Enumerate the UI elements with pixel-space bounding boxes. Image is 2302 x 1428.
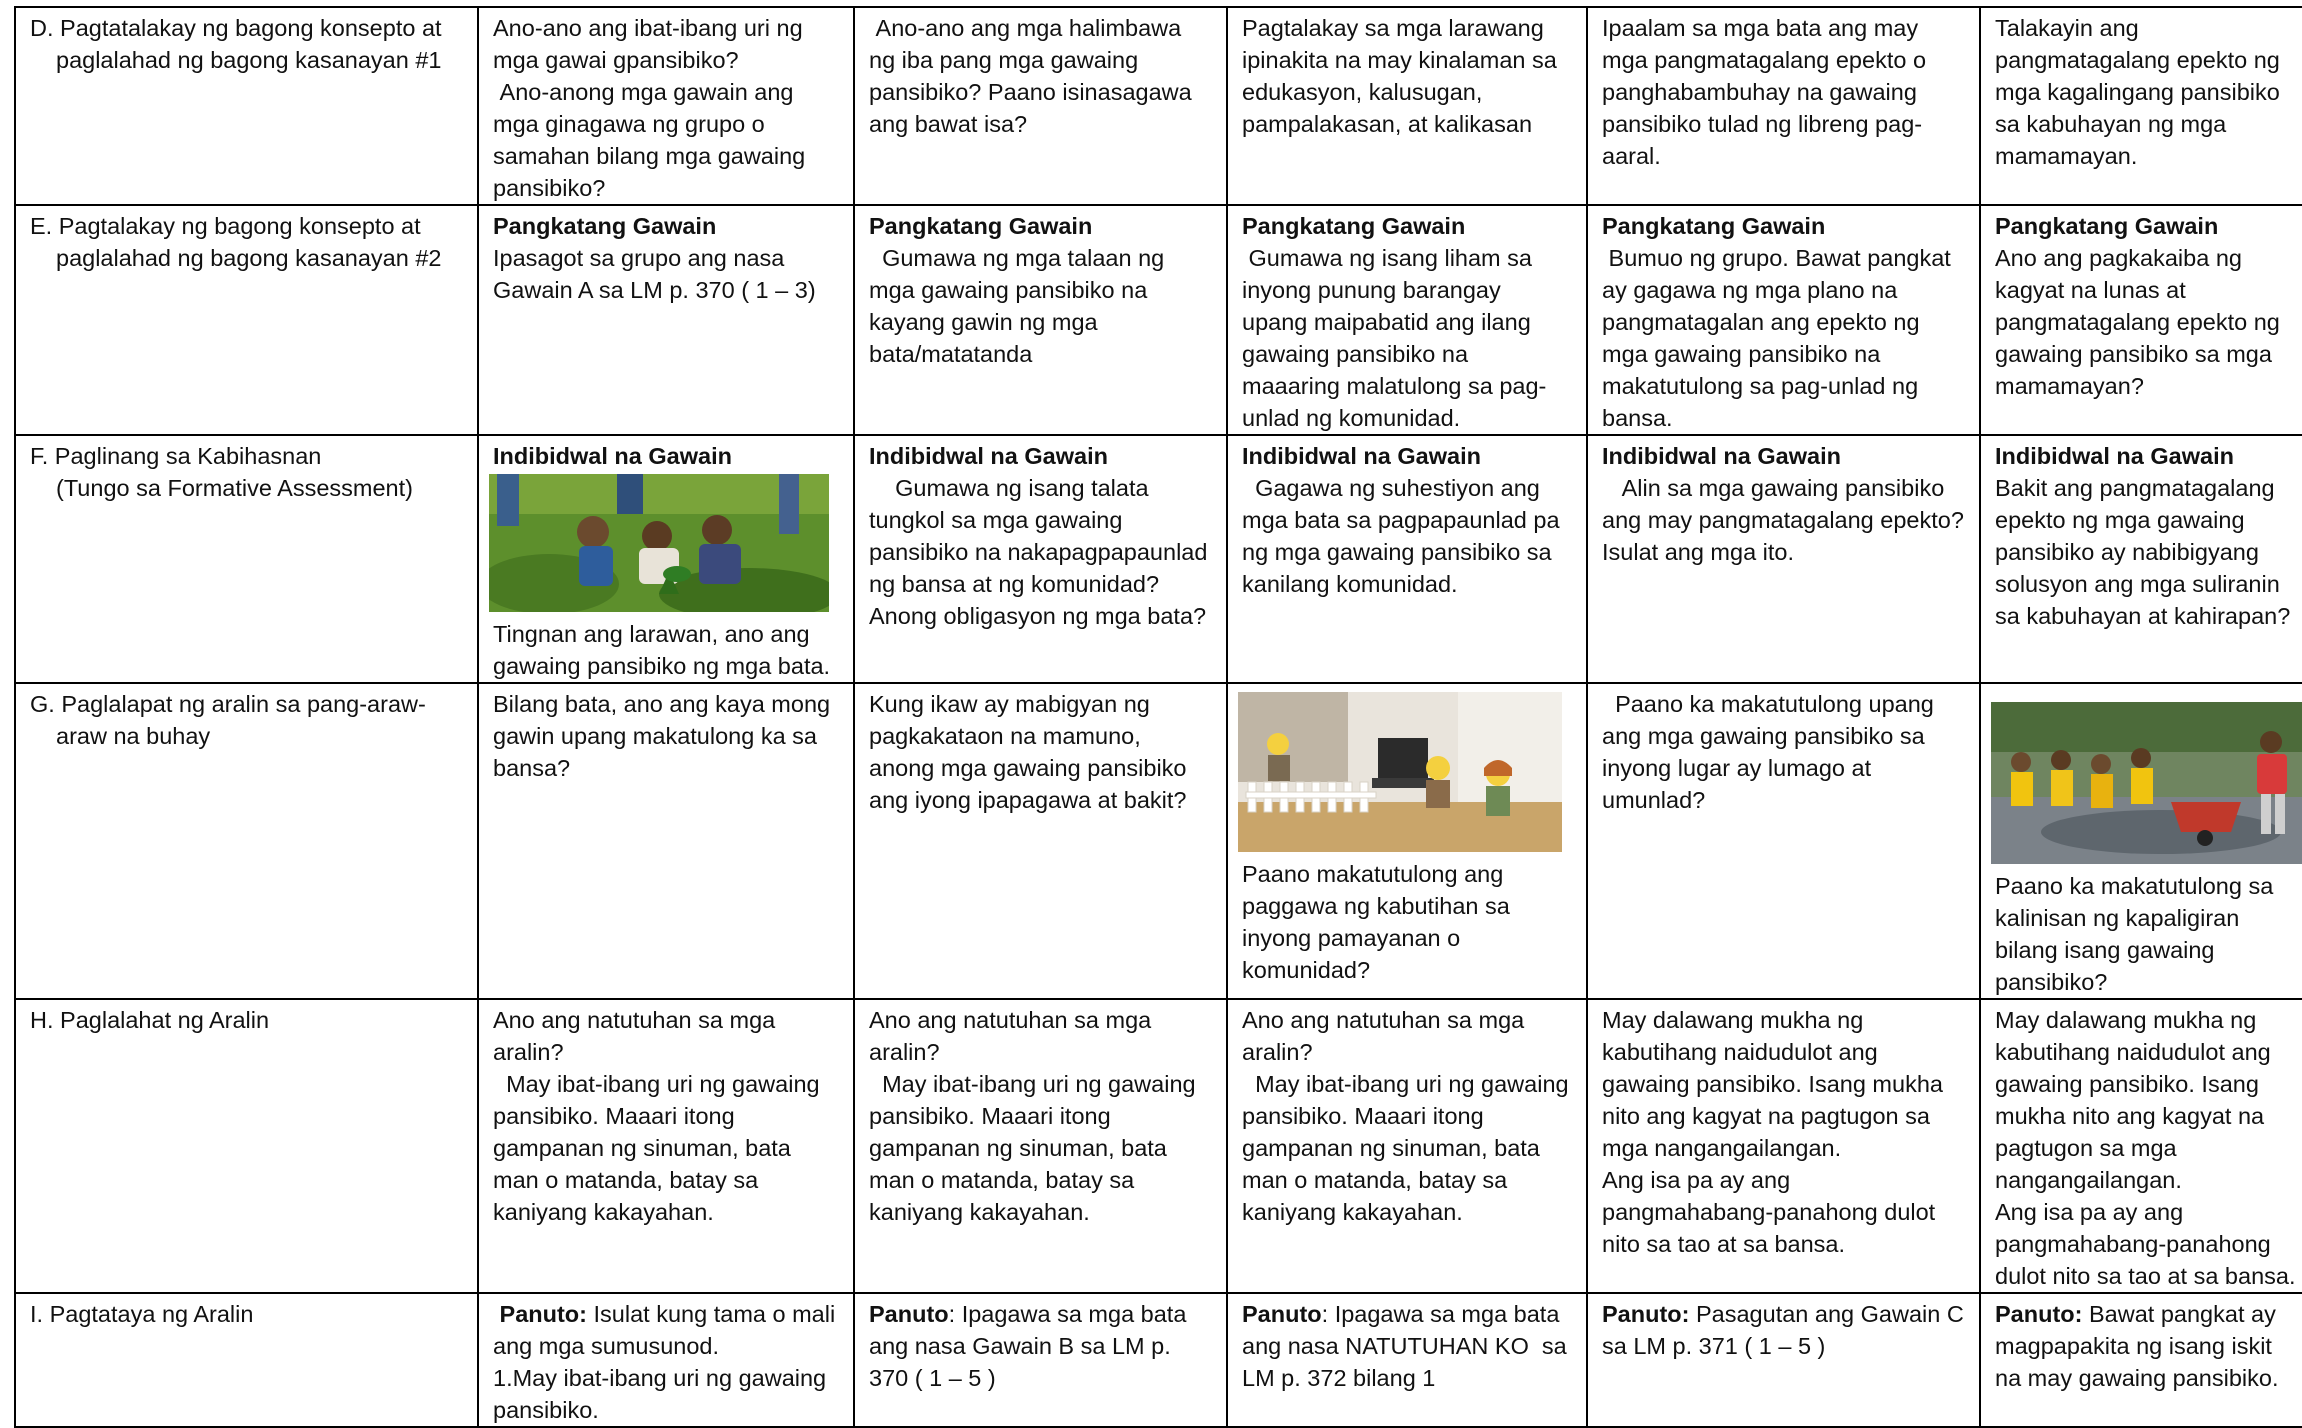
- cell-text-body: Isulat kung tama o mali ang mga sumusunod. 1.May ibat-ibang uri ng gawaing pansibiko.: [493, 1301, 836, 1423]
- row-label: [15, 683, 478, 999]
- cell-heading: Indibidwal na Gawain: [869, 443, 1108, 469]
- table-cell: [1587, 205, 1980, 435]
- cell-text: Ano ang natutuhan sa mga aralin? May ibat-ibang uri ng gawaing pansibiko. Maaari itong gampanan ng sinuman, bata man o matanda, batay sa kaniyang kakayahan.: [869, 1007, 1196, 1225]
- cell-text: Ano ang pagkakaiba ng kagyat na lunas at pangmatagalang epekto ng gawaing pansibiko sa mga mamamayan?: [1995, 245, 2287, 399]
- table-cell: [854, 999, 1227, 1293]
- table-cell: [1980, 999, 2302, 1293]
- row-label-line: (Tungo sa Formative Assessment): [56, 475, 413, 501]
- cell-lead: Panuto:: [493, 1301, 587, 1327]
- cell-text: [1242, 1298, 1572, 1394]
- cell-text: Ipaalam sa mga bata ang may mga pangmatagalang epekto o panghabambuhay na gawaing pansibiko tulad ng libreng pag-aaral.: [1602, 15, 1933, 169]
- table-cell: [1980, 1293, 2302, 1427]
- street-cleanup-photo: [1991, 702, 2302, 864]
- table-cell: [1980, 7, 2302, 205]
- cell-text: Paano makatutulong ang paggawa ng kabutihan sa inyong pamayanan o komunidad?: [1242, 861, 1517, 983]
- table-cell: [478, 1293, 854, 1427]
- cell-text: Gumawa ng mga talaan ng mga gawaing pansibiko na kayang gawin ng mga bata/matatanda: [869, 245, 1171, 367]
- cell-text: [1602, 1298, 1971, 1362]
- table-cell: [1227, 999, 1587, 1293]
- cell-text: [1995, 1298, 2300, 1394]
- cell-text-body: Pasagutan ang Gawain C sa LM p. 371 ( 1 – 5 ): [1602, 1301, 1971, 1359]
- table-cell: [1587, 7, 1980, 205]
- cell-heading: Indibidwal na Gawain: [1242, 443, 1481, 469]
- cell-text: Ano-ano ang ibat-ibang uri ng mga gawai gpansibiko? Ano-anong mga gawain ang mga ginagawa ng grupo o samahan bilang mga gawaing pansibiko?: [493, 15, 806, 201]
- children-planting-photo: [489, 474, 829, 612]
- table-cell: [478, 7, 854, 205]
- cell-text: Ano-ano ang mga halimbawa ng iba pang mga gawaing pansibiko? Paano isinasagawa ang bawat isa?: [869, 15, 1199, 137]
- cell-heading: Pangkatang Gawain: [869, 213, 1093, 239]
- table-cell: [1227, 435, 1587, 683]
- table-cell: [854, 435, 1227, 683]
- cell-text: Gumawa ng isang talata tungkol sa mga gawaing pansibiko na nakapagpapaunlad ng bansa at ng komunidad? Anong obligasyon ng mga bata?: [869, 475, 1208, 629]
- table-row: [15, 435, 2302, 683]
- cell-text: Bilang bata, ano ang kaya mong gawin upang makatulong ka sa bansa?: [493, 691, 837, 781]
- cell-heading: Pangkatang Gawain: [1995, 213, 2219, 239]
- cell-heading: Pangkatang Gawain: [1242, 213, 1466, 239]
- table-cell: [1587, 999, 1980, 1293]
- table-cell: [1980, 435, 2302, 683]
- cell-text-body: : Ipagawa sa mga bata ang nasa Gawain B sa LM p. 370 ( 1 – 5 ): [869, 1301, 1193, 1391]
- table-row: [15, 205, 2302, 435]
- cell-text: Talakayin ang pangmatagalang epekto ng mga kagalingang pansibiko sa kabuhayan ng mga mamamayan.: [1995, 15, 2287, 169]
- table-cell: [478, 435, 854, 683]
- cell-text-body: : Ipagawa sa mga bata ang nasa NATUTUHAN KO sa LM p. 372 bilang 1: [1242, 1301, 1574, 1391]
- table-cell: [854, 1293, 1227, 1427]
- row-label: [15, 205, 478, 435]
- table-row: [15, 999, 2302, 1293]
- cell-heading: Indibidwal na Gawain: [493, 443, 732, 469]
- table-cell: [478, 683, 854, 999]
- table-cell: [1227, 1293, 1587, 1427]
- row-label-line: D. Pagtatalakay ng bagong konsepto at: [30, 15, 442, 41]
- table-cell: [478, 999, 854, 1293]
- cell-text: Tingnan ang larawan, ano ang gawaing pansibiko ng mga bata.: [493, 621, 831, 679]
- cell-heading: Pangkatang Gawain: [1602, 213, 1826, 239]
- row-label: [15, 7, 478, 205]
- cell-lead: Panuto:: [1602, 1301, 1690, 1327]
- cell-heading: Indibidwal na Gawain: [1995, 443, 2234, 469]
- table-cell: [1587, 435, 1980, 683]
- table-row: [15, 683, 2302, 999]
- row-label-line: E. Pagtalakay ng bagong konsepto at: [30, 213, 421, 239]
- row-label: [15, 999, 478, 1293]
- cell-text: Gagawa ng suhestiyon ang mga bata sa pagpapaunlad pa ng mga gawaing pansibiko sa kanilang komunidad.: [1242, 475, 1567, 597]
- row-label-line: F. Paglinang sa Kabihasnan: [30, 443, 322, 469]
- cell-lead: Panuto: [1242, 1301, 1322, 1327]
- cell-text: Bumuo ng grupo. Bawat pangkat ay gagawa ng mga plano na pangmatagalan ang epekto ng mga gawaing pansibiko na makatutulong sa pag-unlad ng bansa.: [1602, 245, 1958, 431]
- cell-text: Alin sa mga gawaing pansibiko ang may pangmatagalang epekto? Isulat ang mga ito.: [1602, 475, 1971, 565]
- row-label: [15, 1293, 478, 1427]
- cell-text: Pagtalakay sa mga larawang ipinakita na may kinalaman sa edukasyon, kalusugan, pampalakasan, at kalikasan: [1242, 15, 1564, 137]
- table-row: [15, 7, 2302, 205]
- lesson-plan-table: [14, 6, 2302, 1428]
- table-cell: [854, 7, 1227, 205]
- row-label-line: G. Paglalapat ng aralin sa pang-araw-: [30, 691, 426, 717]
- cell-lead: Panuto: [869, 1301, 949, 1327]
- cell-lead: Panuto:: [1995, 1301, 2083, 1327]
- row-label-line: I. Pagtataya ng Aralin: [30, 1301, 254, 1327]
- cell-text: May dalawang mukha ng kabutihang naidudulot ang gawaing pansibiko. Isang mukha nito ang kagyat na pagtugon sa mga nangangailangan. Ang isa pa ay ang pangmahabang-panahong dulot nito sa tao at sa bansa.: [1995, 1007, 2296, 1289]
- row-label-line: araw na buhay: [56, 723, 211, 749]
- table-cell: [854, 205, 1227, 435]
- table-cell: [1980, 683, 2302, 999]
- cell-text: [869, 1298, 1212, 1394]
- table-row: [15, 1293, 2302, 1427]
- cell-text: Paano ka makatutulong sa kalinisan ng kapaligiran bilang isang gawaing pansibiko?: [1995, 873, 2280, 995]
- cell-text: Bakit ang pangmatagalang epekto ng mga gawaing pansibiko ay nabibigyang solusyon ang mga suliranin sa kabuhayan at kahirapan?: [1995, 475, 2291, 629]
- cell-text: Ano ang natutuhan sa mga aralin? May ibat-ibang uri ng gawaing pansibiko. Maaari itong gampanan ng sinuman, bata man o matanda, batay sa kaniyang kakayahan.: [1242, 1007, 1569, 1225]
- row-label: [15, 435, 478, 683]
- row-label-line: H. Paglalahat ng Aralin: [30, 1007, 270, 1033]
- row-label-line: paglalahad ng bagong kasanayan #2: [56, 245, 442, 271]
- table-cell: [1227, 205, 1587, 435]
- table-cell: [1227, 7, 1587, 205]
- cell-text: Ano ang natutuhan sa mga aralin? May ibat-ibang uri ng gawaing pansibiko. Maaari itong gampanan ng sinuman, bata man o matanda, batay sa kaniyang kakayahan.: [493, 1007, 820, 1225]
- table-cell: [1587, 683, 1980, 999]
- cell-heading: Indibidwal na Gawain: [1602, 443, 1841, 469]
- table-cell: [1587, 1293, 1980, 1427]
- cell-text: Kung ikaw ay mabigyan ng pagkakataon na mamuno, anong mga gawaing pansibiko ang iyong ipapagawa at bakit?: [869, 691, 1194, 813]
- cell-heading: Pangkatang Gawain: [493, 213, 717, 239]
- table-cell: [1227, 683, 1587, 999]
- cell-text: [493, 1298, 839, 1426]
- table-cell: [478, 205, 854, 435]
- table-cell: [854, 683, 1227, 999]
- cell-text: Gumawa ng isang liham sa inyong punung barangay upang maipabatid ang ilang gawaing pansibiko na maaaring malatulong sa pag-unlad ng komunidad.: [1242, 245, 1547, 431]
- row-label-line: paglalahad ng bagong kasanayan #1: [56, 47, 442, 73]
- lego-figures-photo: [1238, 692, 1562, 852]
- cell-text: May dalawang mukha ng kabutihang naidudulot ang gawaing pansibiko. Isang mukha nito ang kagyat na pagtugon sa mga nangangailangan. Ang isa pa ay ang pangmahabang-panahong dulot nito sa tao at sa bansa.: [1602, 1007, 1943, 1257]
- cell-text-body: Bawat pangkat ay magpapakita ng isang iskit na may gawaing pansibiko.: [1995, 1301, 2283, 1391]
- table-cell: [1980, 205, 2302, 435]
- cell-text: Paano ka makatutulong upang ang mga gawaing pansibiko sa inyong lugar ay lumago at umunlad?: [1602, 691, 1941, 813]
- cell-text: Ipasagot sa grupo ang nasa Gawain A sa LM p. 370 ( 1 – 3): [493, 245, 816, 303]
